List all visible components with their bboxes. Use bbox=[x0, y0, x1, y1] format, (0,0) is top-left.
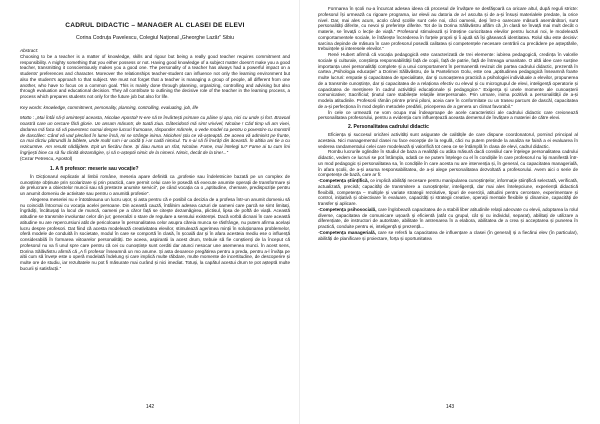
section1-heading: 1. A fi profesor: meserie sau vocație? bbox=[50, 165, 139, 172]
competence-item: -Competența psihosocială, care înglobează capacitatea de a stabili liber atitudinile relații adecvate cu elevii, adoptarea la rolul diverse, capacitatea de comunicare ușoară și eficientă (atât cu grupul, cât și cu individul, separat), abilitați de utilizare a diferențiate, de instructori de autoritate, abilitate în antrenarea în a elabora, abilitatea de a crea și acceptarea și punerea în practică, conduite pentru ei, inteligență și prezență... bbox=[318, 206, 578, 229]
abstract-label: Abstract: bbox=[20, 48, 39, 53]
page-number-right: 143 bbox=[445, 404, 455, 410]
section1-paragraph: Alegerea meseriei nu e întotdeauna un lucru ușor, și asta pentru că e posibil ca decizia de a profesa într-un anumit domeniu să nu coincidă întocmai cu vocația acelei persoane. Din aceastǎ cauză, întâlnim adesea cazuri de oameni care parcă se simt limitați, îngrădiți, încătușați la locul de muncă, oameni pe a căror față se citește dezamăgirea, plictisul, lipsa de poftă de viață. Această atitudine se transmite involuntar celor din jur; generalizi o stare de regulare a sensului existenței. Dacă vorbă dicnani în care aceastǎ atitudine nu are repercursiuni atât de pericoloase în personalitatea celor asupra căreia munca se răsfrânge, nu putem afirma același lucru despre profesori. Dat fiind că acesta modelează creativitatea elevilor, stimulează agerimea minții în soluționarea problemelor, oferă modele de conduită în societate, modul în care se comportă în clasă, în școală dar și în afara acesteia mediu ese o influență considerabilă în formarea viitoarelor personalități. De aceea, aspirantii la acest drum, trebuie să fie conștienți de la început că profesorul nu va fi unul spre care pentru că cei cu cunoștințe sunt cerditi dar atunci nesocar une asemenea munci. În acest sens, Dorina Sălăvăstru afirmă că „A fi profesor înseamnă un mo anume. Și asta deoarece pregătirea pentru a preda, pentru a-l învăța pe altii cum să învețe este o operă modelată îndelung și care implică multe răbdare, multe momente de incertitudine, de descoperire și multe ore de studiu, iar rezultatele nu pot fi măsurate mai curând și nici imediat. Totuși, la capătul acestui drum te pot așteptă multe bucurii și satisfacții.” bbox=[20, 196, 290, 271]
competence-label: Competența managerială, bbox=[319, 229, 376, 235]
competence-item: -Competența managerială, care se referă la capacitatea de influențare a clasei (în general) și a fiecărui elev (în particular), abilități de planificare și proiectare, forța și oportunitatea bbox=[318, 229, 578, 241]
section2-paragraph: Rombu lucrurile oglindite în studiul de baza a realității cu atâta măsură dacă consiliul care înțelege personalitatea cadrului didactic, vedem ce lucruri se pot întâmpla, odată ce ne putem înțelege cu el în condițiile în care profesorul nu își manifestă într-un mod pedagogic și personalitatea sa, în condițiile în care acesta nu are intervenția și, în general, cu capacitatea managerială, în afara școlii, de a-și asuma responsabilitatea, de a-și alege personalitatea dezvoltată a profesorului. Avem aici o serie de competențe de bază, care ar fi: bbox=[318, 149, 578, 178]
page-number-left: 142 bbox=[145, 404, 155, 410]
body-paragraph: În cele ce urmează ne vom ocupa mai îndeaproape de acele caracteristici ale cadrului didactic care creionează personalitatea profesorului, pentru a evidenția cum influențează aceasta demersul de învățare a materiei de către elevi. bbox=[318, 109, 578, 121]
abstract-text: Choosing to be a teacher is a matter of knowledge, skills and rigour but being a really good teacher requires commitment and responsibility. A mighty something that you either possess or not. Having good knowledge of a subject matter doesn't make you a good teacher, transmitting it conscientiously makes you a good one. The personality of a teacher has always had a powerful impact on a students' preferences and character. Moreover the relationships teacher-student can influence not only the learning environment but also the student's approach to that subject. We must not forget that a teacher is managing a group of people, all different from one another, who have to focus on a common goal. This is mainly done through planning, organizing, controlling and advising but also through evaluation and educational decision. They all contribute to outlining the decisive role of the teacher in the learning process, a process which prepares students not only for the future job but also for life. bbox=[20, 54, 290, 99]
competence-item: -Competența științifică, ce implică abilități necesare pentru manipularea cunoștințelor, informație științifică selectată, verificată, actualizată, precisă; capacități de transmitere a cunoștințelor, inteligență, dar mai ales întelepciune, experiență didactică flexibilă, competența – multiple și variate strategii rezolutive, tipuri de exerciții, atitudini pentru cercetare, experimentare și control, inițiativă și obiectivare în evaluare, capacități și strategii creative, operații mentale flexibile și dinamice, capacități de transfer și aplicare. bbox=[318, 178, 578, 206]
section1-paragraph: În Dicționarul explicativ al limbii române, meseria apare definită ca „profesie sau îndeletnicire bazată pe un complex de cunoștințe obținute prin școlarizare și prin practică, care permit celui care le posedă să execute anumite operații de transformare și de prelucrare a obiectelor muncii sau să presteze anumite servicii”, pe când vocația ca o „aptitudine, chemare, predispoziție pentru un anumit domeniu de activitate sau pentru o anumită profesie”. bbox=[20, 173, 290, 197]
body-paragraph: Formarea în școli nu-a încurcat adesea ideea că procesul de învățare se desfășoară ca oricare altul, după reguli stricte: profesorul își urmează cu rigoare programa, iar elevii au datoria de a-l asculta și de a-și însuși materialele predate, la orice nivel. Dar, mai ales acum, acolo când școlile sunt cele noi, căci oamenii, deși într-o oarecare măsură asemănători, sunt personalități diferite, cu nevoi și preferințe diferite. Tot de la Dorina Sălăvăstru aflăm că „În clasă se învață mai mult decât o materie, se învață o lecție de viață.” Profesorul stimulează și întreține curiozitatea elevilor pentru lucruri noi, le modelează comportamentele sociale, le întărește încrederea în forțele proprii și îi ajută să își găsească identitatea. Rolul său este decisiv: sarcina depinde de măsura în care profesorul posedă calitatea și competențele necesare centrării cu precădere pe așteptările, trebuințele și interesele elevilor.” bbox=[318, 6, 578, 52]
body-paragraph: René Hubert afirmă că vocația pedagogică este caracterizată de trei elemente: iubirea pedagogică, credința în valorile sociale și culturale, conștiința responsabilității față de copii, față de patrie, față de întreaga umanitate. O altă idee care susține importanța unei personalități complete și a unui comportament în permanentă revizuit din partea cadrului didactic, prezentă în cartea „Psihologia educației” a Dorinei Sălăvăstru, de la Pantelimon Golu, este cea „aptitudinea pedagogică înseamnă foarte multe lucruri: empatie și capacitatea de specialitate, dar și cunoașterea practică a psihologiei individuale a elevilor, propunerea de a transmite cunoștințe, dar și capacitatea de a relaționa efectiv cu elevul și cu microgrupul de elevi, inteligență operatorie și capacitatea de menținere în cadrul activității educaționale și pedagogice.” Exigența și unele momente ale cunoașterii comunicative; Sacrificiul; ținutul care stabilește relațiile interpersonale. Prin urmare, inima pozitivă a personalității de a-și modela atitudinile. Profesorii rămân printre primii piloni, aceia care în conformitate cu un traseu parcurs de dascăl, capacitatea de a-și perfecționa în mod deplin metodele predării, priceperea de a genera un climat favorabil.” bbox=[318, 52, 578, 109]
keywords: Key words: knowledge, commitment, personality, planning, controlling, evaluating, job, life bbox=[20, 104, 199, 110]
motto-text: Motto : „Mai întâi să-ți amintești aceasta, Nicolae Apostol! N-ere să te învârtești primare cu pâine și apa, nici cu unde și fort. Bravoal noastră care un cercare fără glorie. Un ansam măruntr, de toată ziua. Gâtecidosti mă simt vrivivel, Nicolae ! Căd timp vă am vivei, darlarea mă faca să vă povestesc numai despre lucruri frumoase, răspunder mărrele, o vede model ca pentru o povestire cu monstril de dascălec: Când vă vad plecând în lume însă, mi se strânge inima. Nicioheri știu ce vă-așteaptă. De aceea vă administ pe frunte, ca mai târziu pătrundă la biblete, unde multi rum i-ar ucidă ți i-ar cadă nimicul. Tu n-ai să fii învrăți din ăceastă. În altitia ani tie a cu rezicumtve. Am resutit nădâjdete. Epit un fiecăru fane. Și ăiau numa un sfat, Nicolae. Fame, mai întelegi tu? Fame ai tu cum îmi îngrijești bine ca să fiu clinită dezamăgire, și să n-așteptii nimic de la nimeni. Nimic, decât de la tine!...” bbox=[20, 115, 290, 155]
section2-heading: 2. Personalitatea cadrului didactic bbox=[348, 124, 429, 130]
article-author: Corina Codruța Pavelescu, Colegiul Național „Gheorghe Lazăr” Sibiu bbox=[75, 35, 235, 41]
competence-text: care se referă la capacitatea de influențare a clasei (în general) și a fiecărui elev (în particular), abilități de planificare și proiectare, forța și oportunitatea bbox=[318, 229, 578, 241]
right-page bbox=[300, 0, 600, 424]
competence-label: Competența științifică, bbox=[319, 178, 369, 183]
competence-label: Competența psihosocială, bbox=[319, 206, 377, 212]
competence-text: ce implică abilități necesare pentru manipularea cunoștințelor, informație științifică selectată, verificată, actualizată, precisă; capacități de transmitere a cunoștințelor, inteligență, dar mai ales întelepciune, experiență didactică flexibilă, competența – multiple și variate strategii rezolutive, tipuri de exerciții, atitudini pentru cercetare, experimentare și control, inițiativă și obiectivare în evaluare, capacități și strategii creative, operații mentale flexibile și dinamice, capacități de transfer și aplicare. bbox=[318, 178, 578, 206]
article-title: CADRUL DIDACTIC – MANAGER AL CLASEI DE ELEVI bbox=[65, 22, 245, 29]
motto-source: (Cezar Petrescu, Apostol) bbox=[20, 155, 73, 161]
section2-paragraph: Eficiența și succesul oricărei activități sunt asigurate de calitățile de care dispune coordonatorul, pornind principal al acesteia. Nici managementul clasei nu face excepție de la regulă, căci nu putem pretinde la analiza se faină a ei evaluarea în vederea randamentului celei care modelează și valorifică tot ceea ce se întâmplă în clasa de elevi, cadrul didactic. bbox=[318, 132, 578, 149]
competence-text: care înglobează capacitatea de a stabili liber atitudinile relații adecvate cu elevii, adoptarea la rolul diverse, capacitatea de comunicare ușoară și eficientă (atât cu grupul, cât și cu individul, separat), abilitați de utilizare a diferențiate, de instructori de autoritate, abilitate în antrenarea în a elabora, abilitatea de a crea și acceptarea și punerea în practică, conduite pentru ei, inteligență și prezență... bbox=[318, 206, 578, 229]
